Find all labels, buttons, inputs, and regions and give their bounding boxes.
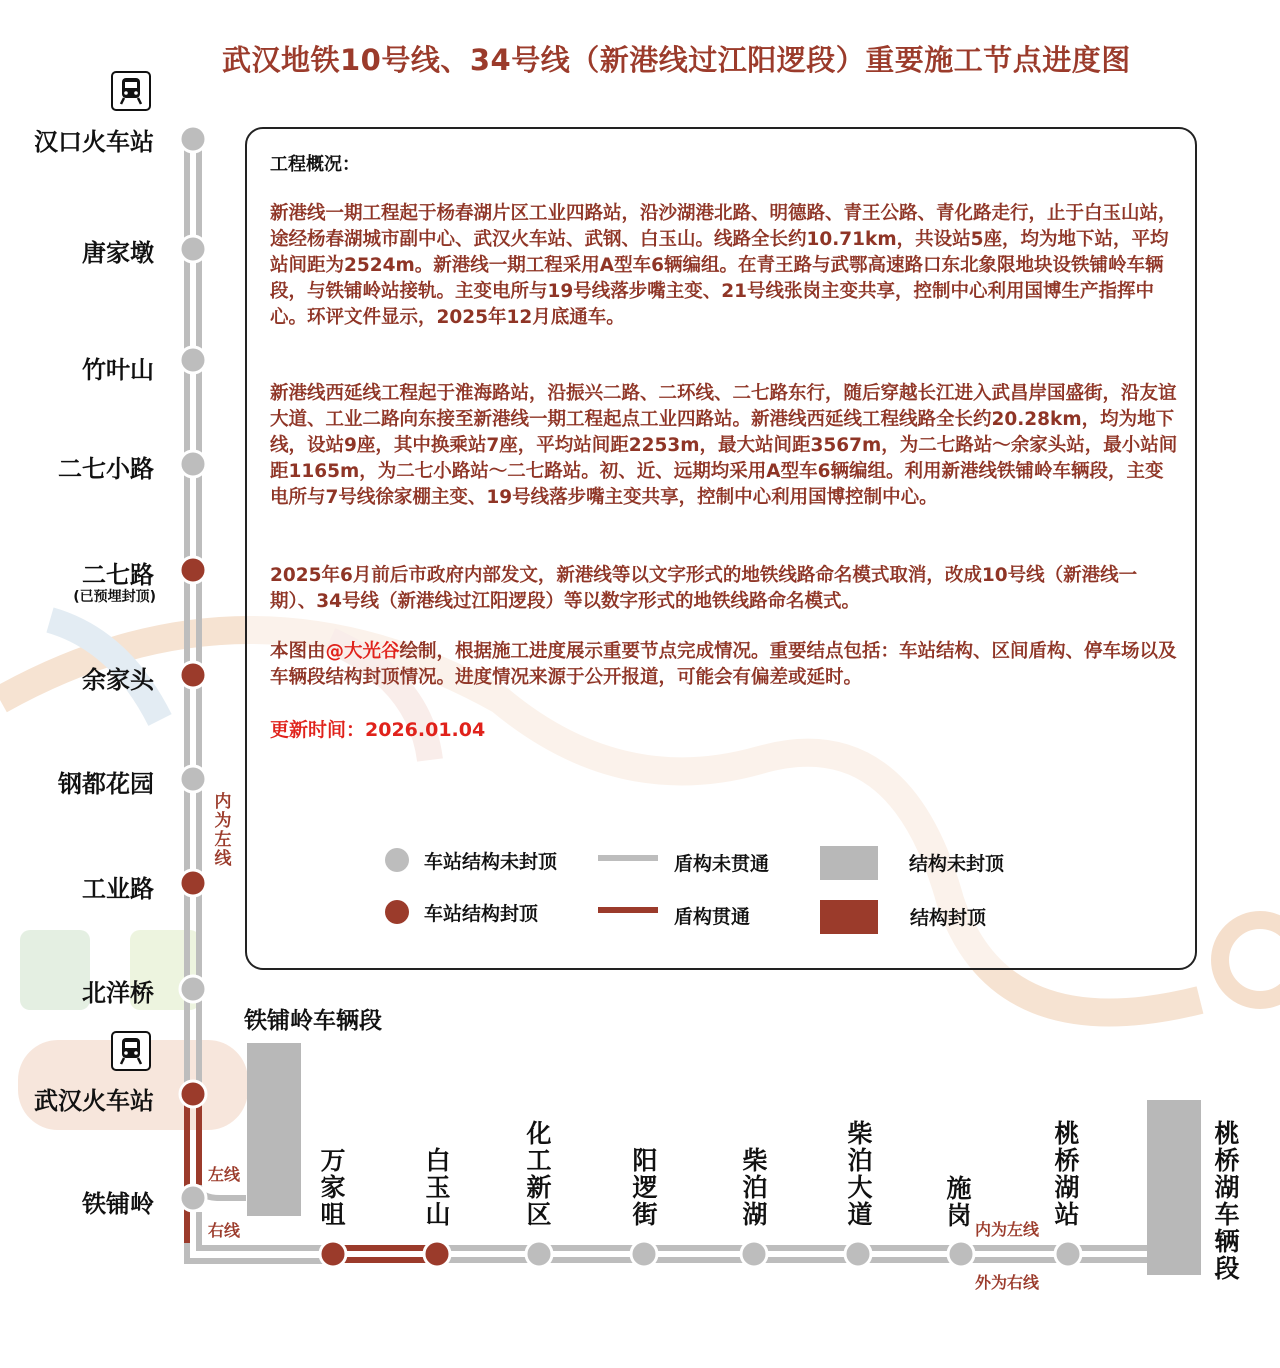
station-label-zhuyeshan: 竹叶山 <box>82 356 154 384</box>
station-label-tangjiadun: 唐家墩 <box>82 239 154 267</box>
station-dot <box>180 451 206 477</box>
station-dot <box>180 557 206 583</box>
station-dot <box>180 1185 206 1211</box>
legend-struct-pending: 结构未封顶 <box>909 853 1005 875</box>
station-dot <box>180 126 206 152</box>
station-label-gangduhuayuan: 钢都花园 <box>58 770 154 798</box>
station-dot <box>180 766 206 792</box>
track-label-right: 右线 <box>208 1221 241 1240</box>
train-icon <box>111 71 151 111</box>
panel-paragraph-4-start: 本图由 <box>270 641 326 662</box>
station-label-shigang: 施岗 <box>946 1174 972 1230</box>
station-label-chaibohu: 柴泊湖 <box>742 1146 768 1229</box>
station-label-erqilu: 二七路 <box>82 561 154 589</box>
panel-paragraph-3: 2025年6月前后市政府内部发文，新港线等以文字形式的地铁线路命名模式取消，改成10号线（新港线一期）、34号线（新港线过江阳逻段）等以数字形式的地铁线路命名模式。 <box>270 565 1138 612</box>
station-label-yangluojie: 阳逻街 <box>632 1146 658 1229</box>
depot-label-taoqiaohu: 桃桥湖车辆段 <box>1214 1119 1240 1283</box>
panel-paragraph-4 <box>270 639 1180 691</box>
legend-station-done: 车站结构封顶 <box>424 903 539 925</box>
station-dot <box>320 1241 346 1267</box>
legend-tunnel-pending: 盾构未贯通 <box>674 853 770 875</box>
panel-paragraph-1: 新港线一期工程起于杨春湖片区工业四路站，沿沙湖港北路、明德路、青王公路、青化路走行，止于白玉山站，途经杨春湖城市副中心、武汉火车站、武钢、白玉山。线路全长约10.71km，共设站5座，均为地下站，平均站间距为2524m。新港线一期工程采用A型车6辆编组。在青王路与武鄂高速路口东北象限地块设铁铺岭车辆段，与铁铺岭站接轨。主变电所与19号线落步嘴主变、21号线张岗主变共享，控制中心利用国博生产指挥中心。环评文件显示，2025年12月底通车。 <box>270 203 1177 328</box>
station-dot <box>631 1241 657 1267</box>
track-label-left: 左线 <box>208 1165 241 1184</box>
author-link[interactable]: @大光谷 <box>325 641 400 662</box>
station-dot <box>1055 1241 1081 1267</box>
station-dot <box>180 662 206 688</box>
track-label-outer-right: 外为右线 <box>975 1273 1040 1292</box>
station-label-hankou: 汉口火车站 <box>34 128 154 156</box>
station-label-erqixiaolu: 二七小路 <box>58 455 154 483</box>
station-label-huagongxinqu: 化工新区 <box>526 1119 552 1229</box>
station-label-gongyelu: 工业路 <box>82 875 154 903</box>
panel-paragraph-4-end: 绘制，根据施工进度展示重要节点完成情况。重要结点包括：车站结构、区间盾构、停车场以及车辆段结构封顶情况。进度情况来源于公开报道，可能会有偏差或延时。 <box>270 641 1177 688</box>
station-dot <box>948 1241 974 1267</box>
station-label-beiyangqiao: 北洋桥 <box>82 979 154 1007</box>
station-dot <box>180 870 206 896</box>
station-dot <box>180 976 206 1002</box>
station-label-tiepuling: 铁铺岭 <box>82 1190 154 1218</box>
station-dot <box>180 347 206 373</box>
depot-taoqiaohu-block <box>1147 1100 1201 1275</box>
page-title: 武汉地铁10号线、34号线（新港线过江阳逻段）重要施工节点进度图 <box>222 43 1131 77</box>
station-label-wuhan-railway: 武汉火车站 <box>34 1087 154 1115</box>
station-dot <box>741 1241 767 1267</box>
station-label-baiyushan: 白玉山 <box>425 1146 451 1229</box>
update-time: 更新时间：2026.01.04 <box>270 719 486 741</box>
legend-struct-done: 结构封顶 <box>910 907 987 929</box>
depot-label-tiepuling: 铁铺岭车辆段 <box>244 1008 382 1034</box>
station-label-yujiatou: 余家头 <box>82 666 154 694</box>
station-dot <box>526 1241 552 1267</box>
station-label-chaibodadao: 柴泊大道 <box>847 1119 873 1229</box>
track-label-inner-left-h: 内为左线 <box>975 1220 1040 1239</box>
station-dot <box>424 1241 450 1267</box>
train-icon <box>111 1031 151 1071</box>
legend-tunnel-done: 盾构贯通 <box>674 906 751 928</box>
depot-tiepuling-block <box>247 1043 301 1216</box>
station-dot <box>180 1081 206 1107</box>
legend-station-pending: 车站结构未封顶 <box>424 851 558 873</box>
station-label-wanjiazui: 万家咀 <box>320 1146 346 1229</box>
panel-heading: 工程概况： <box>270 154 360 175</box>
station-dot <box>845 1241 871 1267</box>
station-label-taoqiaohu: 桃桥湖站 <box>1054 1119 1080 1229</box>
track-label-inner-left: 内为左线 <box>214 792 232 869</box>
station-dot <box>180 236 206 262</box>
station-note-erqilu: (已预埋封顶) <box>73 589 156 605</box>
panel-paragraph-2: 新港线西延线工程起于淮海路站，沿振兴二路、二环线、二七路东行，随后穿越长江进入武昌岸国盛街，沿友谊大道、工业二路向东接至新港线一期工程起点工业四路站。新港线西延线工程线路全长约20.28km，均为地下线，设站9座，其中换乘站7座，平均站间距2253m，最大站间距3567m，为二七路站～余家头站，最小站间距1165m，为二七小路站～二七路站。初、近、远期均采用A型车6辆编组。利用新港线铁铺岭车辆段，主变电所与7号线徐家棚主变、19号线落步嘴主变共享，控制中心利用国博控制中心。 <box>270 383 1178 508</box>
